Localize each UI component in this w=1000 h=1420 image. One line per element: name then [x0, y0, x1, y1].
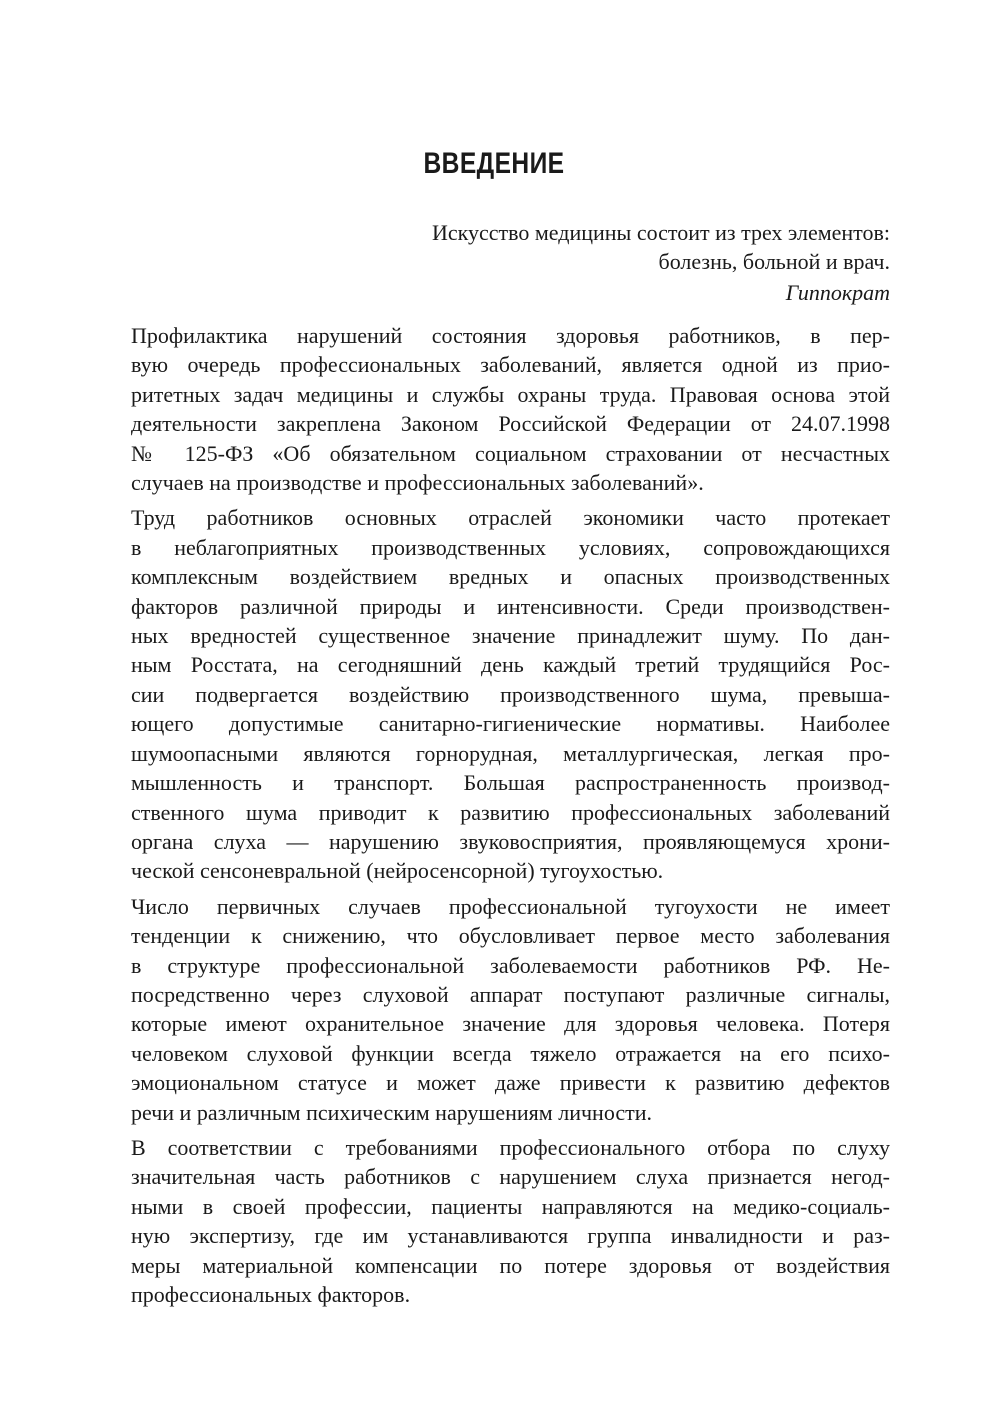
epigraph-line: Искусство медицины состоит из трех элементов: [431, 220, 890, 245]
body-text [98, 321, 890, 1309]
text-line: комплексным воздействием вредных и опасных производственных [131, 564, 890, 590]
text-line: органа слуха — нарушению звуковосприятия, проявляющемуся хрони- [131, 828, 890, 854]
text-line: мышленность и транспорт. Большая распространенность производ- [131, 770, 890, 796]
text-line: № 125-ФЗ «Об обязательном социальном страховании от несчастных [131, 440, 890, 466]
paragraph [98, 321, 890, 497]
text-line: посредственно через слуховой аппарат поступают различные сигналы, [131, 981, 890, 1007]
text-line: Труд работников основных отраслей экономики часто протекает [131, 505, 890, 531]
epigraph-author: Гиппократ [785, 280, 890, 305]
text-line: эмоциональном статусе и может даже привести к развитию дефектов [131, 1070, 890, 1096]
document-page [98, 0, 890, 1315]
text-line: речи и различным психическим нарушениям личности. [131, 1099, 653, 1125]
epigraph [98, 218, 890, 276]
text-line: в структуре профессиональной заболеваемости работников РФ. Не- [131, 952, 890, 978]
text-line: вую очередь профессиональных заболеваний, является одной из прио- [131, 352, 890, 378]
text-line: меры материальной компенсации по потере здоровья от воздействия [131, 1252, 890, 1278]
text-line: Профилактика нарушений состояния здоровья работников, в пер- [131, 323, 890, 348]
chapter-title: ВВЕДЕНИЕ [423, 147, 565, 180]
text-line: ческой сенсоневральной (нейросенсорной) тугоухостью. [131, 858, 664, 884]
text-line: ными в своей профессии, пациенты направляются на медико-социаль- [131, 1193, 890, 1219]
text-line: значительная часть работников с нарушением слуха признается негод- [131, 1164, 890, 1190]
text-line: ритетных задач медицины и службы охраны труда. Правовая основа этой [131, 381, 890, 407]
paragraph [98, 892, 890, 1127]
text-line: деятельности закреплена Законом Российской Федерации от 24.07.1998 [131, 411, 890, 437]
text-line: ственного шума приводит к развитию профессиональных заболеваний [131, 799, 890, 825]
text-line: которые имеют охранительное значение для здоровья человека. Потеря [131, 1011, 890, 1037]
text-line: в неблагоприятных производственных условиях, сопровождающихся [131, 534, 890, 560]
text-line: факторов различной природы и интенсивности. Среди производствен- [131, 593, 890, 619]
text-line: ным Росстата, на сегодняшний день каждый третий трудящийся Рос- [131, 652, 890, 678]
text-line: ющего допустимые санитарно-гигиенические нормативы. Наиболее [131, 711, 890, 737]
text-line: тенденции к снижению, что обусловливает первое место заболевания [131, 923, 890, 949]
text-line: человеком слуховой функции всегда тяжело отражается на его психо- [131, 1040, 890, 1066]
text-line: профессиональных факторов. [131, 1282, 411, 1307]
text-line: сии подвергается воздействию производственного шума, превыша- [131, 681, 890, 707]
epigraph-line: болезнь, больной и врач. [658, 249, 890, 274]
paragraph [98, 1133, 890, 1309]
text-line: ных вредностей существенное значение принадлежит шуму. По дан- [131, 623, 890, 649]
text-line: ную экспертизу, где им устанавливаются группа инвалидности и раз- [131, 1223, 890, 1249]
text-line: шумоопасными являются горнорудная, металлургическая, легкая про- [131, 740, 890, 766]
text-line: случаев на производстве и профессиональных заболеваний». [131, 470, 704, 496]
text-line: Число первичных случаев профессиональной тугоухости не имеет [131, 893, 890, 919]
text-line: В соответствии с требованиями профессионального отбора по слуху [131, 1134, 890, 1160]
paragraph [98, 503, 890, 885]
